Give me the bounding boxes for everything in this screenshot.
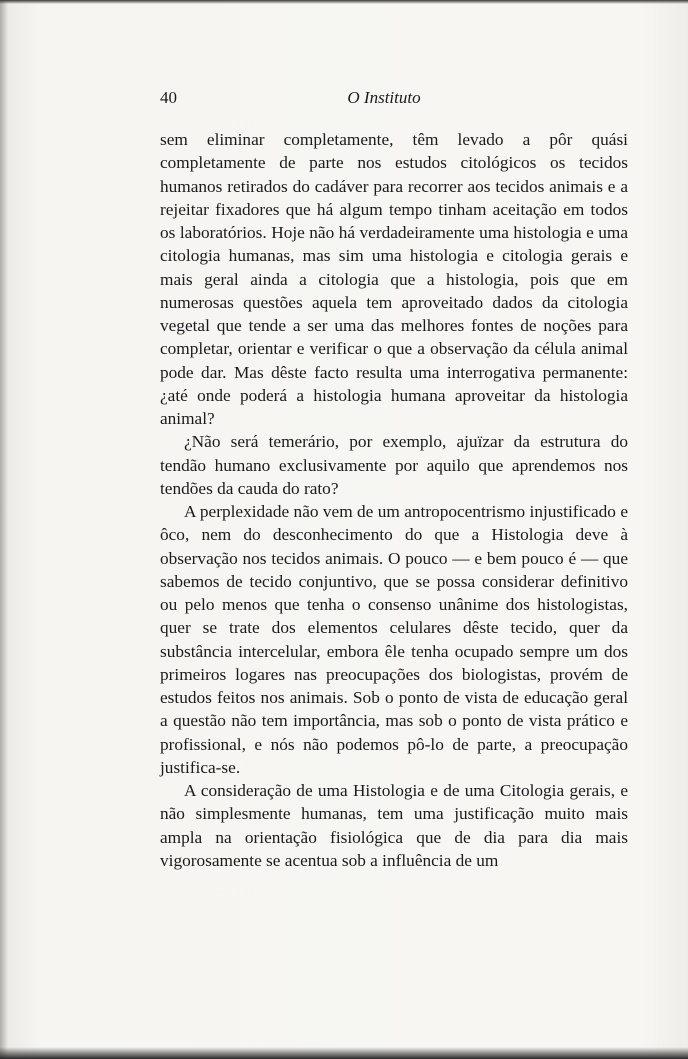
binding-shadow (0, 0, 8, 1059)
running-title: O Instituto (347, 88, 421, 107)
page-bottom-edge (0, 1047, 688, 1059)
body-text (160, 128, 628, 872)
page-number: 40 (160, 88, 177, 107)
paragraph-1: sem eliminar completamente, têm levado a pôr quási completamente de parte nos estudos citológicos os tecidos humanos retirados do cadáver para recorrer aos tecidos animais e a rejeitar fixadores que há algum tempo tinham aceitação em todos os laboratórios. Hoje não há verdadeiramente uma histologia e uma citologia humanas, mas sim uma histologia e citologia gerais e mais geral ainda a citologia que a histologia, pois que em numerosas questões aquela tem aproveitado dados da citologia vegetal que tende a ser uma das melhores fontes de noções para completar, orientar e verificar o que a observação da célula animal pode dar. Mas dêste facto resulta uma interrogativa permanente: ¿até onde poderá a histologia humana aproveitar da histologia animal? (160, 130, 628, 428)
page-header (160, 88, 628, 112)
paragraph-2: ¿Não será temerário, por exemplo, ajuïzar da estrutura do tendão humano exclusivamente por aquilo que aprendemos nos tendões da cauda do rato? (160, 432, 628, 498)
paragraph-3: A perplexidade não vem de um antropocentrismo injustificado e ôco, nem do desconhecimento do que a Histologia deve à observação nos tecidos animais. O pouco — e bem pouco é — que sabemos de tecido conjuntivo, que se possa considerar definitivo ou pelo menos que tenha o consenso unânime dos histologistas, quer se trate dos elementos celulares dêste tecido, quer da substância intercelular, embora êle tenha ocupado sempre um dos primeiros logares nas preocupações dos biologistas, provém de estudos feitos nos animais. Sob o ponto de vista de educação geral a questão não tem importância, mas sob o ponto de vista prático e profissional, e nós não podemos pô-lo de parte, a preocupação justifica-se. (160, 502, 628, 777)
paragraph-4: A consideração de uma Histologia e de uma Citologia gerais, e não simplesmente humanas, tem uma justificação muito mais ampla na orientação fisiológica que de dia para dia mais vigorosamente se acentua sob a influência de um (160, 781, 628, 870)
page-top-edge (0, 0, 688, 4)
